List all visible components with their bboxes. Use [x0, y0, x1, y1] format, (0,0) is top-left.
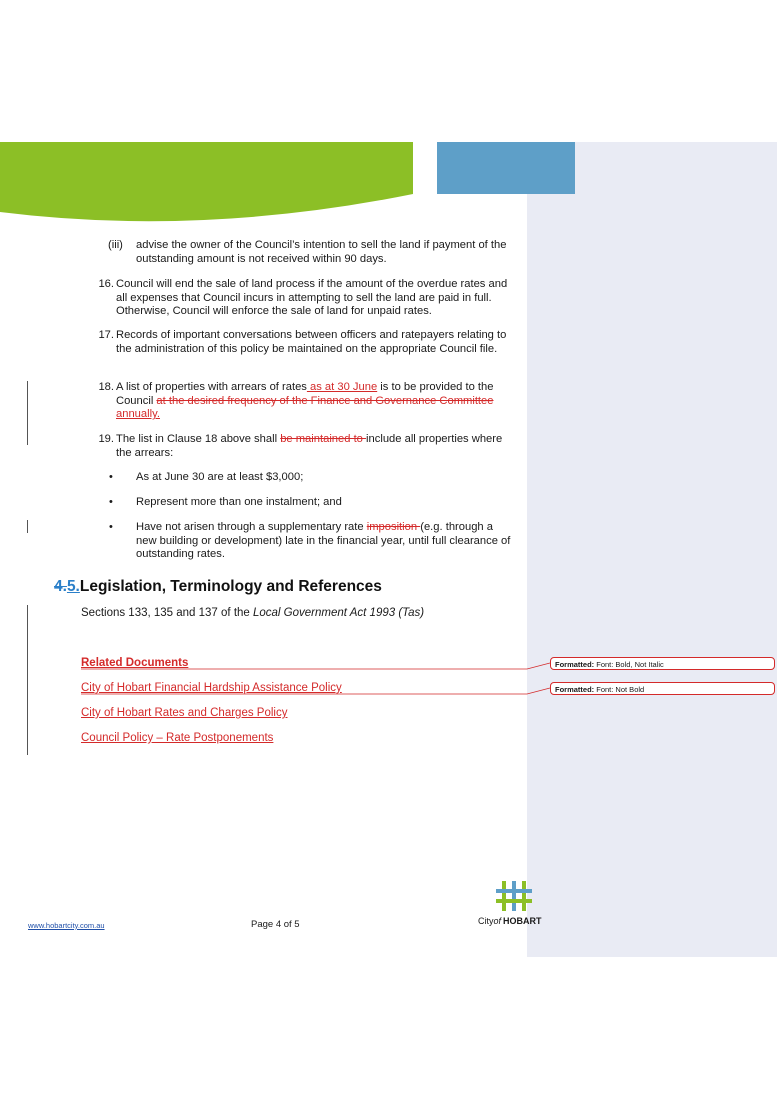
city-logo-wordmark	[478, 916, 542, 926]
heading-number-inserted: 5.	[66, 578, 80, 595]
text-run: A list of properties with arrears of rates	[116, 381, 307, 393]
list-number: (iii)	[108, 239, 123, 251]
text-run: Have not arisen through a supplementary rate	[136, 521, 367, 533]
related-doc-link[interactable]: City of Hobart Rates and Charges Policy	[81, 707, 288, 719]
comment-text: Font: Not Bold	[594, 685, 645, 694]
bullet-glyph: •	[109, 471, 113, 483]
list-number: 18.	[98, 381, 114, 393]
list-item-text: Records of important conversations between officers and ratepayers relating to the administration of this policy be maintained on the appropriate Council file.	[116, 329, 507, 355]
text-run: is to be provided to the Council	[116, 381, 494, 407]
website-link[interactable]: www.hobartcity.com.au	[28, 921, 105, 930]
text-run: include all properties where the arrears:	[116, 433, 503, 459]
text-run: (e.g. through a new building or development) late in the financial year, until full clearance of outstanding rates.	[136, 521, 511, 561]
city-logo-icon	[494, 879, 546, 915]
bullet-glyph: •	[109, 496, 113, 508]
bullet-glyph: •	[109, 521, 113, 533]
inserted-text: annually.	[116, 408, 160, 421]
list-number: 17.	[98, 329, 114, 341]
bullet-item: Represent more than one instalment; and	[136, 496, 342, 508]
text-run: The list in Clause 18 above shall	[116, 433, 281, 445]
act-title: Local Government Act 1993 (Tas)	[253, 607, 425, 619]
text-run: Sections 133, 135 and 137 of the	[81, 607, 253, 619]
comment-balloon[interactable]	[550, 657, 775, 670]
heading-number-deleted: 4.	[54, 578, 67, 595]
list-item-text: Council will end the sale of land process if the amount of the overdue rates and all expenses that Council incurs in attempting to sell the land are paid in full. Otherwise, Council will enforce the sale of land for unpaid rates.	[116, 278, 508, 318]
logo-of: of	[493, 916, 502, 926]
deleted-text: at the desired frequency of the Finance and Governance Committee	[156, 394, 494, 407]
comment-label: Formatted:	[555, 660, 595, 669]
list-number: 19.	[98, 433, 114, 445]
related-documents-heading: Related Documents	[81, 657, 189, 669]
comment-text: Font: Bold, Not Italic	[594, 660, 664, 669]
comment-label: Formatted:	[555, 685, 595, 694]
list-number: 16.	[98, 278, 114, 290]
heading-title: Legislation, Terminology and References	[79, 578, 382, 595]
deleted-text: be maintained to	[280, 433, 367, 445]
comment-balloon[interactable]	[550, 682, 775, 695]
logo-city: City	[478, 916, 494, 926]
related-doc-link[interactable]: City of Hobart Financial Hardship Assistance Policy	[81, 682, 342, 694]
related-doc-link[interactable]: Council Policy – Rate Postponements	[81, 732, 274, 744]
deleted-text: imposition	[366, 521, 421, 533]
logo-hobart: HOBART	[503, 916, 542, 926]
inserted-text: as at 30 June	[306, 381, 378, 393]
page-number: Page 4 of 5	[251, 919, 300, 930]
list-item-text: advise the owner of the Council’s intention to sell the land if payment of the outstanding amount is not received within 90 days.	[136, 239, 507, 265]
bullet-item: As at June 30 are at least $3,000;	[136, 471, 304, 483]
